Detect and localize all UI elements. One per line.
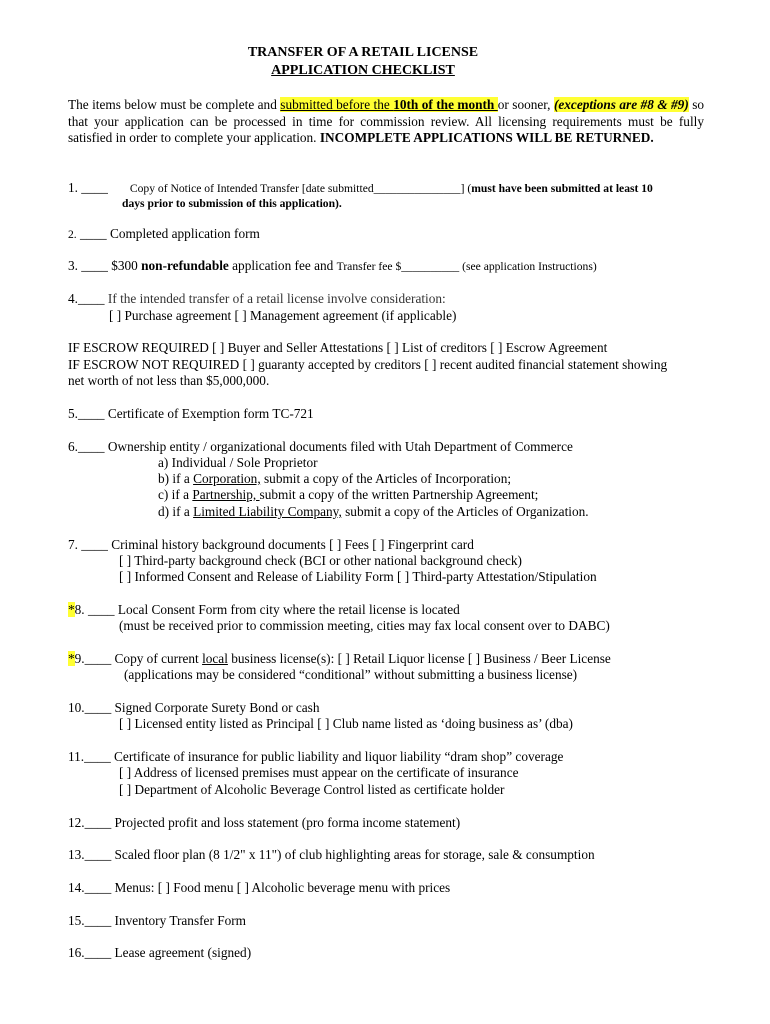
item-6: 6.____ Ownership entity / organizational documents filed with Utah Department of Commerce [68,439,573,454]
local-term: local [202,651,228,666]
item-9 [68,651,611,667]
llc-term: Limited Liability Company, [193,504,342,519]
item-2-number: 2. [68,228,77,241]
deadline-highlight [280,97,497,112]
item-9-pre: 9.____ Copy of current [74,651,203,666]
item-8-text: 8. ____ Local Consent Form from city where the retail license is located [74,602,460,617]
item-12: 12.____ Projected profit and loss statement (pro forma income statement) [68,815,461,830]
item-10-line-2: [ ] Licensed entity listed as Principal [ ] Club name listed as ‘doing business as’ (dba) [119,716,573,731]
item-8 [68,602,460,618]
item-4 [68,291,446,307]
item-6-a: a) Individual / Sole Proprietor [158,455,318,470]
item-6-c-pre: c) if a [158,487,193,502]
item-14: 14.____ Menus: [ ] Food menu [ ] Alcoholic beverage menu with prices [68,880,451,895]
item-11-line-2: [ ] Address of licensed premises must appear on the certificate of insurance [119,765,519,780]
incomplete-warning: INCOMPLETE APPLICATIONS WILL BE RETURNED. [319,130,654,145]
item-9-star: * [68,651,75,666]
item-2 [68,226,260,243]
item-6-c [158,487,538,503]
item-8-star: * [68,602,75,617]
intro-text-2: or sooner, [497,97,554,112]
item-16: 16.____ Lease agreement (signed) [68,945,252,960]
item-6-b-post: submit a copy of the Articles of Incorporation; [260,471,512,486]
item-11: 11.____ Certificate of insurance for public liability and liquor liability “dram shop” coverage [68,749,564,764]
item-7: 7. ____ Criminal history background documents [ ] Fees [ ] Fingerprint card [68,537,474,552]
item-3 [68,258,597,275]
exceptions-highlight: (exceptions are #8 & #9) [553,97,689,112]
document-subtitle: APPLICATION CHECKLIST [271,63,455,78]
intro-text-3: so that your application can be processed in time for commission review. All licensing requirements must be fully satisfied in order to complete your application. [68,97,705,145]
transfer-fee: Transfer fee $__________ [336,260,463,273]
intro-paragraph [68,97,704,147]
escrow-not-required: IF ESCROW NOT REQUIRED [ ] guaranty accepted by creditors [ ] recent audited financial statement showing [68,357,668,372]
item-10: 10.____ Signed Corporate Surety Bond or cash [68,700,320,715]
item-1 [68,180,653,197]
item-13: 13.____ Scaled floor plan (8 1/2" x 11") of club highlighting areas for storage, sale & consumption [68,847,595,862]
deadline-text: submitted before the [280,97,394,112]
item-3-text: 3. ____ $300 [68,258,142,273]
item-7-line-3: [ ] Informed Consent and Release of Liability Form [ ] Third-party Attestation/Stipulation [119,569,597,584]
item-2-text: ____ Completed application form [76,226,260,241]
deadline-bold: 10th of the month [393,97,498,112]
item-4-number: 4.____ [68,291,108,306]
item-8-line-2: (must be received prior to commission meeting, cities may fax local consent over to DABC) [119,618,610,633]
item-6-d-pre: d) if a [158,504,194,519]
item-15: 15.____ Inventory Transfer Form [68,913,247,928]
escrow-required: IF ESCROW REQUIRED [ ] Buyer and Seller Attestations [ ] List of creditors [ ] Escrow Agreement [68,340,608,355]
item-6-d [158,504,589,520]
item-3-note: (see application Instructions) [462,260,597,273]
item-4-options: [ ] Purchase agreement [ ] Management agreement (if applicable) [109,308,457,323]
item-9-post: business license(s): [ ] Retail Liquor license [ ] Business / Beer License [227,651,611,666]
document-title: TRANSFER OF A RETAIL LICENSE [247,45,479,60]
item-6-b [158,471,511,487]
intro-text: The items below must be complete and [68,97,281,112]
partnership-term: Partnership, [192,487,260,502]
item-6-c-post: submit a copy of the written Partnership Agreement; [259,487,539,502]
item-1-text: Copy of Notice of Intended Transfer [date submitted_______________] ( [129,182,472,195]
item-7-line-2: [ ] Third-party background check (BCI or other national background check) [119,553,522,568]
corporation-term: Corporation, [193,471,261,486]
item-4-text: If the intended transfer of a retail license involve consideration: [107,291,446,306]
item-1-bold: must have been submitted at least 10 [471,182,653,195]
escrow-net-worth: net worth of not less than $5,000,000. [68,373,270,388]
item-5: 5.____ Certificate of Exemption form TC-721 [68,406,314,421]
item-3-text-2: application fee and [228,258,337,273]
item-6-d-post: submit a copy of the Articles of Organization. [341,504,589,519]
item-1-line-2: days prior to submission of this application). [122,197,342,210]
item-9-line-2: (applications may be considered “conditional” without submitting a business license) [124,667,578,682]
item-3-bold: non-refundable [141,258,229,273]
item-11-line-3: [ ] Department of Alcoholic Beverage Control listed as certificate holder [119,782,505,797]
item-6-b-pre: b) if a [158,471,194,486]
item-1-number: 1. ____ [68,180,108,195]
